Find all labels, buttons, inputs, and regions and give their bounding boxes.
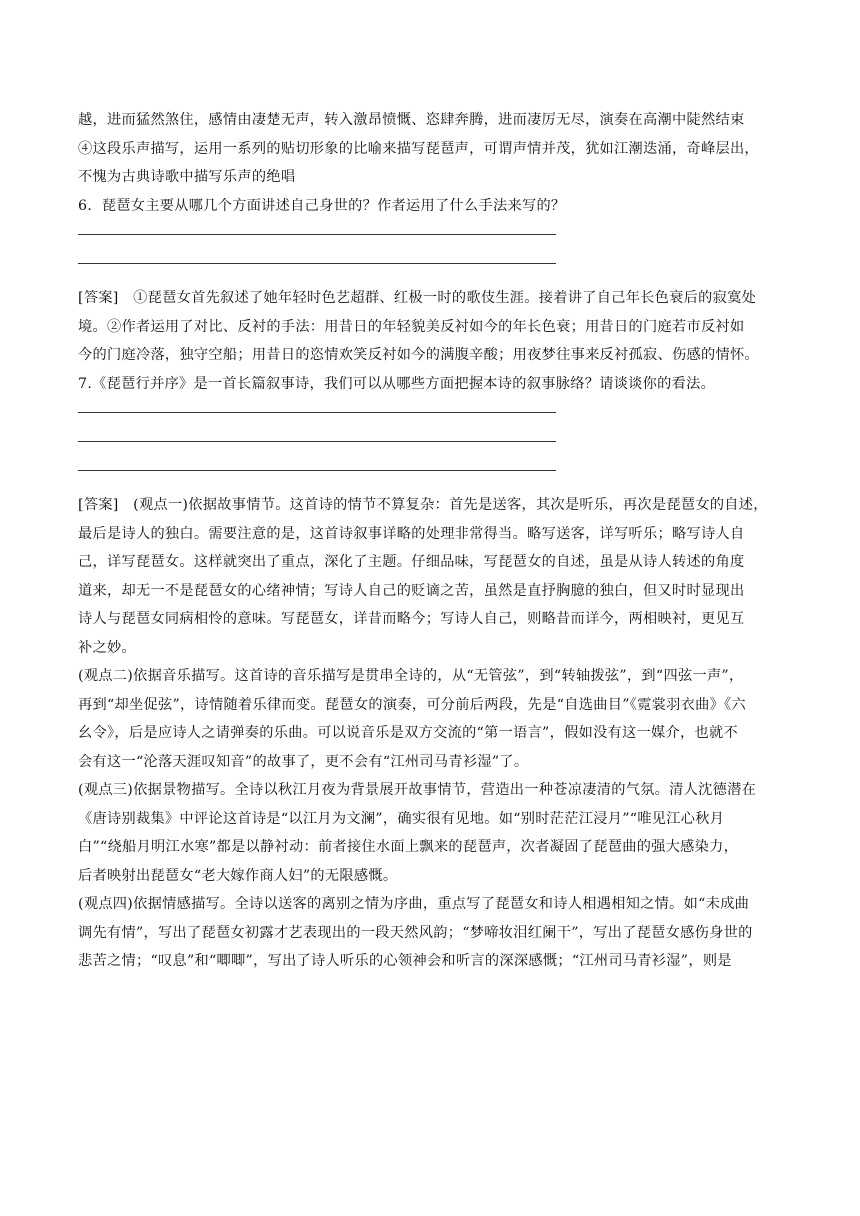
text-line: 补之妙。 xyxy=(78,639,136,656)
text-line: 诗人与琵琶女同病相怜的意味。写琵琶女，详昔而略今；写诗人自己，则略昔而详今，两相映衬，更见互 xyxy=(78,611,745,627)
continuation-paragraph xyxy=(78,106,786,192)
answer-blank-line[interactable] xyxy=(78,398,786,427)
text-line: [答案] (观点一)依据故事情节。这首诗的情节不算复杂：首先是送客，其次是听乐，再次是琵琶女的自述， xyxy=(78,497,768,513)
text-line: (观点二)依据音乐描写。这首诗的音乐描写是贯串全诗的，从“无管弦”，到“转轴拨弦”，到“四弦一声”， xyxy=(78,668,744,684)
text-line: 道来，却无一不是琵琶女的心绪神情；写诗人自己的贬谪之苦，虽然是直抒胸臆的独白，但又时时显现出 xyxy=(78,582,745,599)
text-line: (观点四)依据情感描写。全诗以送客的离别之情为序曲，重点写了琵琶女和诗人相遇相知之情。如“未成曲 xyxy=(78,896,750,912)
text-line: 调先有情”，写出了琵琶女初露才艺表现出的一段天然风韵；“梦啼妆泪红阑干”，写出了琵琶女感伤身世的 xyxy=(78,924,753,941)
answer-paragraph xyxy=(78,284,786,370)
text-line: 境。②作者运用了对比、反衬的手法：用昔日的年轻貌美反衬如今的年长色衰；用昔日的门庭若市反衬如 xyxy=(78,318,745,335)
text-line: 今的门庭冷落，独守空船；用昔日的恣情欢笑反衬如今的满腹辛酸；用夜梦往事来反衬孤寂、伤感的情怀。 xyxy=(78,347,759,363)
text-line: 再到“却坐促弦”，诗情随着乐律而变。琵琶女的演奏，可分前后两段，先是“自选曲目”《霓裳羽衣曲》《六 xyxy=(78,696,746,713)
text-line: (观点三)依据景物描写。全诗以秋江月夜为背景展开故事情节，营造出一种苍凉凄清的气氛。清人沈德潜在 xyxy=(78,782,757,798)
text-line: 最后是诗人的独白。需要注意的是，这首诗叙事详略的处理非常得当。略写送客，详写听乐；略写诗人自 xyxy=(78,525,745,542)
text-line: 幺令》，后是应诗人之请弹奏的乐曲。可以说音乐是双方交流的“第一语言”，假如没有这一媒介，也就不 xyxy=(78,725,738,741)
text-line: 《唐诗别裁集》中评论这首诗是“以江月为文澜”，确实很有见地。如“别时茫茫江浸月”“唯见江心秋月 xyxy=(78,810,725,827)
text-line: 己，详写琵琶女。这样就突出了重点，深化了主题。仔细品味，写琵琶女的自述，虽是从诗人转述的角度 xyxy=(78,554,745,570)
text-line: 越，进而猛然煞住，感情由凄楚无声，转入激昂愤慨、恣肆奔腾，进而凄厉无尽，演奏在高潮中陡然结束 xyxy=(78,112,745,128)
text-line: ④这段乐声描写，运用一系列的贴切形象的比喻来描写琵琶声，可谓声情并茂，犹如江潮迭涌，奇峰层出， xyxy=(78,140,759,157)
document-page xyxy=(78,106,786,976)
question-text: 6．琵琶女主要从哪几个方面讲述自己身世的？作者运用了什么手法来写的？ xyxy=(78,197,566,214)
text-line: 会有这一“沦落天涯叹知音”的故事了，更不会有“江州司马青衫湿”了。 xyxy=(78,753,529,770)
question-text: 7.《琵琶行并序》是一首长篇叙事诗，我们可以从哪些方面把握本诗的叙事脉络？请谈谈你的看法。 xyxy=(78,375,716,392)
answer-view-3 xyxy=(78,776,786,890)
answer-view-4 xyxy=(78,890,786,976)
question-7 xyxy=(78,370,786,976)
text-line: 不愧为古典诗歌中描写乐声的绝唱 xyxy=(78,169,296,185)
answer-view-1 xyxy=(78,491,786,662)
text-line: 白”“绕船月明江水寒”都是以静衬动：前者接住水面上飘来的琵琶声，次者凝固了琵琶曲的强大感染力， xyxy=(78,839,739,855)
text-line: 后者映射出琵琶女“老大嫁作商人妇”的无限感慨。 xyxy=(78,867,398,884)
text-line: 悲苦之情；“叹息”和“唧唧”，写出了诗人听乐的心领神会和听言的深深感慨；“江州司马青衫湿”，则是 xyxy=(78,953,732,969)
answer-blank-line[interactable] xyxy=(78,456,786,485)
text-line: [答案] ①琵琶女首先叙述了她年轻时色艺超群、红极一时的歌伎生涯。接着讲了自己年长色衰后的寂寞处 xyxy=(78,290,757,306)
answer-blank-line[interactable] xyxy=(78,427,786,456)
answer-blank-line[interactable] xyxy=(78,220,786,249)
answer-view-2 xyxy=(78,662,786,776)
question-6 xyxy=(78,192,786,370)
answer-blank-line[interactable] xyxy=(78,249,786,278)
